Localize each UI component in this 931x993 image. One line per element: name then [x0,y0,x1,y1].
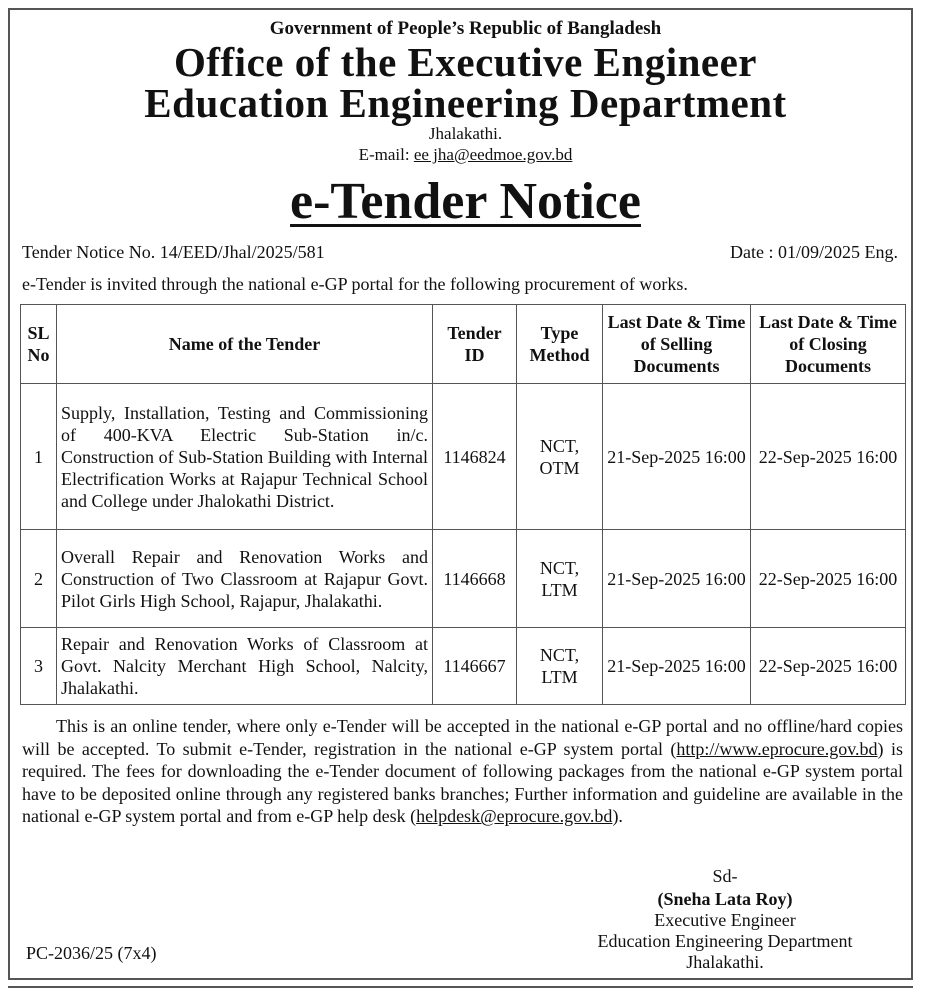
office-heading: Office of the Executive Engineer [173,39,757,85]
email-line [0,145,931,165]
cell-type-method: NCT, LTM [517,530,603,628]
header-closing-date: Last Date & Time of Closing Documents [751,305,906,384]
cell-closing-date: 22-Sep-2025 16:00 [751,628,906,705]
tender-notice-number: Tender Notice No. 14/EED/Jhal/2025/581 [22,242,325,262]
instructions-part-1: This is an online tender, where only e-Tender will be accepted in the national e-GP portal and no offline/hard copies will be accepted. To submit e-Tender, registration in the national e-GP system portal ( [22,716,903,759]
table-row [21,628,906,705]
cell-selling-date: 21-Sep-2025 16:00 [603,628,751,705]
table-row [21,384,906,530]
government-heading: Government of People’s Republic of Bangladesh [269,18,662,39]
signature-sd: Sd- [712,866,738,886]
department-heading: Education Engineering Department [144,80,787,126]
header-type-method: Type Method [517,305,603,384]
signatory-name: (Sneha Lata Roy) [657,889,793,909]
cell-closing-date: 22-Sep-2025 16:00 [751,384,906,530]
publication-code: PC-2036/25 (7x4) [26,943,157,963]
cell-tender-id: 1146667 [433,628,517,705]
cell-tender-name: Supply, Installation, Testing and Commissioning of 400-KVA Electric Sub-Station in/c. Construction of Sub-Station Building with Internal Electrification Works at Rajapur Technical School and College under Jhalokathi District. [57,384,433,530]
email-link[interactable]: ee jha@eedmoe.gov.bd [413,145,573,164]
helpdesk-email-link[interactable]: helpdesk@eprocure.gov.bd [416,806,613,827]
cell-closing-date: 22-Sep-2025 16:00 [751,530,906,628]
cell-sl: 1 [21,384,57,530]
email-label: E-mail: [358,145,410,164]
header-tender-id: Tender ID [433,305,517,384]
notice-title-text: e-Tender Notice [290,173,641,230]
instructions-paragraph [22,715,903,828]
cell-sl: 2 [21,530,57,628]
tender-table [20,304,906,705]
intro-text: e-Tender is invited through the national e-GP portal for the following procurement of works. [22,274,688,294]
signatory-city: Jhalakathi. [686,952,764,972]
cell-tender-id: 1146824 [433,384,517,530]
table-header-row [21,305,906,384]
bottom-divider [8,986,913,993]
cell-tender-name: Overall Repair and Renovation Works and Construction of Two Classroom at Rajapur Govt. Pilot Girls High School, Rajapur, Jhalakathi. [57,530,433,628]
cell-sl: 3 [21,628,57,705]
cell-tender-id: 1146668 [433,530,517,628]
cell-type-method: NCT, LTM [517,628,603,705]
signatory-department: Education Engineering Department [597,931,853,951]
cell-type-method: NCT, OTM [517,384,603,530]
notice-date: Date : 01/09/2025 Eng. [730,242,898,262]
notice-title [0,172,931,232]
city-line: Jhalakathi. [428,124,503,143]
instructions-part-3: ). [612,806,623,827]
eprocure-link[interactable]: http://www.eprocure.gov.bd [676,738,878,759]
cell-tender-name: Repair and Renovation Works of Classroom at Govt. Nalcity Merchant High School, Nalcity, Jhalakathi. [57,628,433,705]
signatory-role: Executive Engineer [654,910,796,930]
header-sl: SL No [21,305,57,384]
instructions-part-2: ) is required. The fees for downloading the e-Tender document of following packages from the national e-GP system portal have to be deposited online through any registered banks branches; Further information and guideline are available in the national e-GP system portal and from e-GP help desk ( [22,738,903,827]
cell-selling-date: 21-Sep-2025 16:00 [603,530,751,628]
table-row [21,530,906,628]
cell-selling-date: 21-Sep-2025 16:00 [603,384,751,530]
header-selling-date: Last Date & Time of Selling Documents [603,305,751,384]
header-name: Name of the Tender [57,305,433,384]
